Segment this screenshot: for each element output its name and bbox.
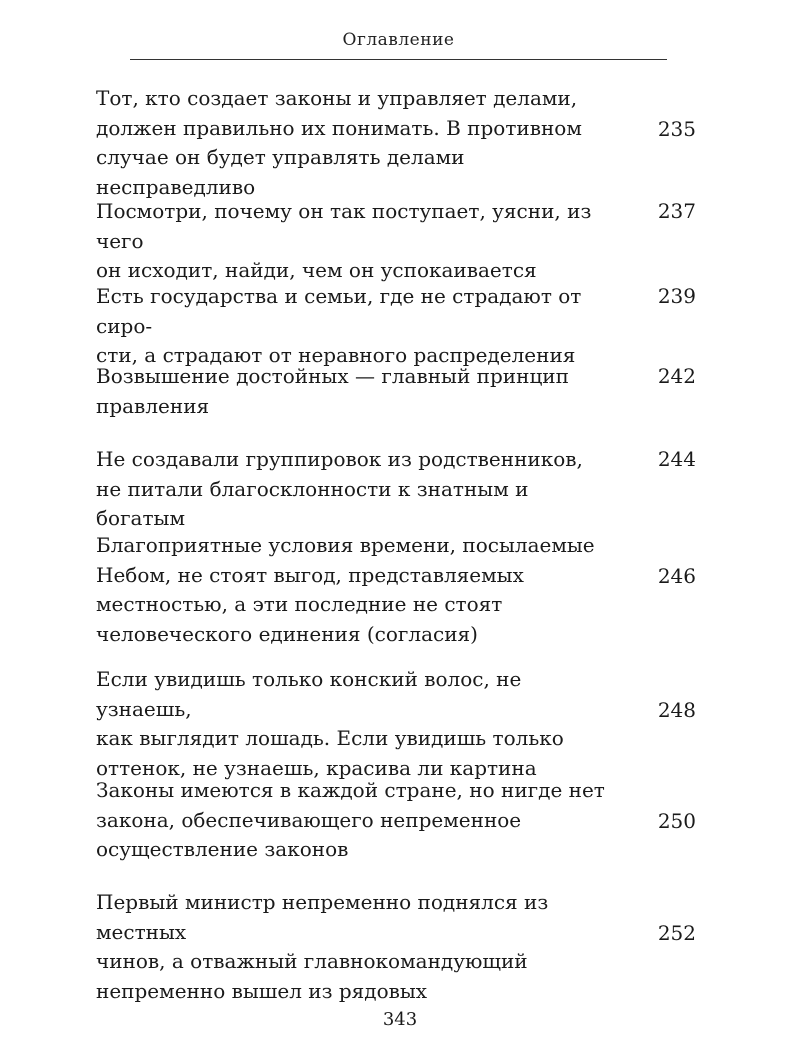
toc-entry-title: Первый министр непременно поднялся из местных чинов, а отважный главнокомандующий непременно вышел из рядовых [96, 890, 549, 1003]
page-number: 343 [382, 1009, 418, 1030]
toc-entry-page: 242 [657, 364, 696, 388]
toc-entry-title: Есть государства и семьи, где не страдают от сиро- сти, а страдают от неравного распределения [96, 284, 582, 367]
toc-entry-title: Законы имеются в каждой стране, но нигде нет закона, обеспечивающего непременное осуществление законов [96, 778, 605, 861]
toc-entry-title: Тот, кто создает законы и управляет делами, должен правильно их понимать. В противном случае он будет управлять делами несправедливо [96, 86, 582, 199]
toc-entry-title: Благоприятные условия времени, посылаемые Небом, не стоят выгод, представляемых местностью, а эти последние не стоят человеческого единения (согласия) [96, 533, 595, 646]
toc-entry-page: 252 [657, 921, 696, 945]
toc-entry-title: Не создавали группировок из родственников, не питали благосклонности к знатным и богатым [96, 447, 583, 530]
toc-entry-page: 235 [657, 117, 696, 141]
toc-entry-title: Если увидишь только конский волос, не узнаешь, как выглядит лошадь. Если увидишь только оттенок, не узнаешь, красива ли картина [96, 667, 564, 780]
toc-entry-page: 250 [657, 809, 696, 833]
toc-entry-page: 244 [657, 447, 696, 471]
toc-entry-title: Посмотри, почему он так поступает, уясни, из чего он исходит, найди, чем он успокаивается [96, 199, 592, 282]
toc-entry-title: Возвышение достойных — главный принцип правления [96, 364, 569, 418]
toc-entry-page: 237 [657, 199, 696, 223]
toc-entry-page: 248 [657, 698, 696, 722]
running-header: Оглавление [342, 30, 455, 50]
toc-entry-page: 246 [657, 564, 696, 588]
toc-entry-page: 239 [657, 284, 696, 308]
